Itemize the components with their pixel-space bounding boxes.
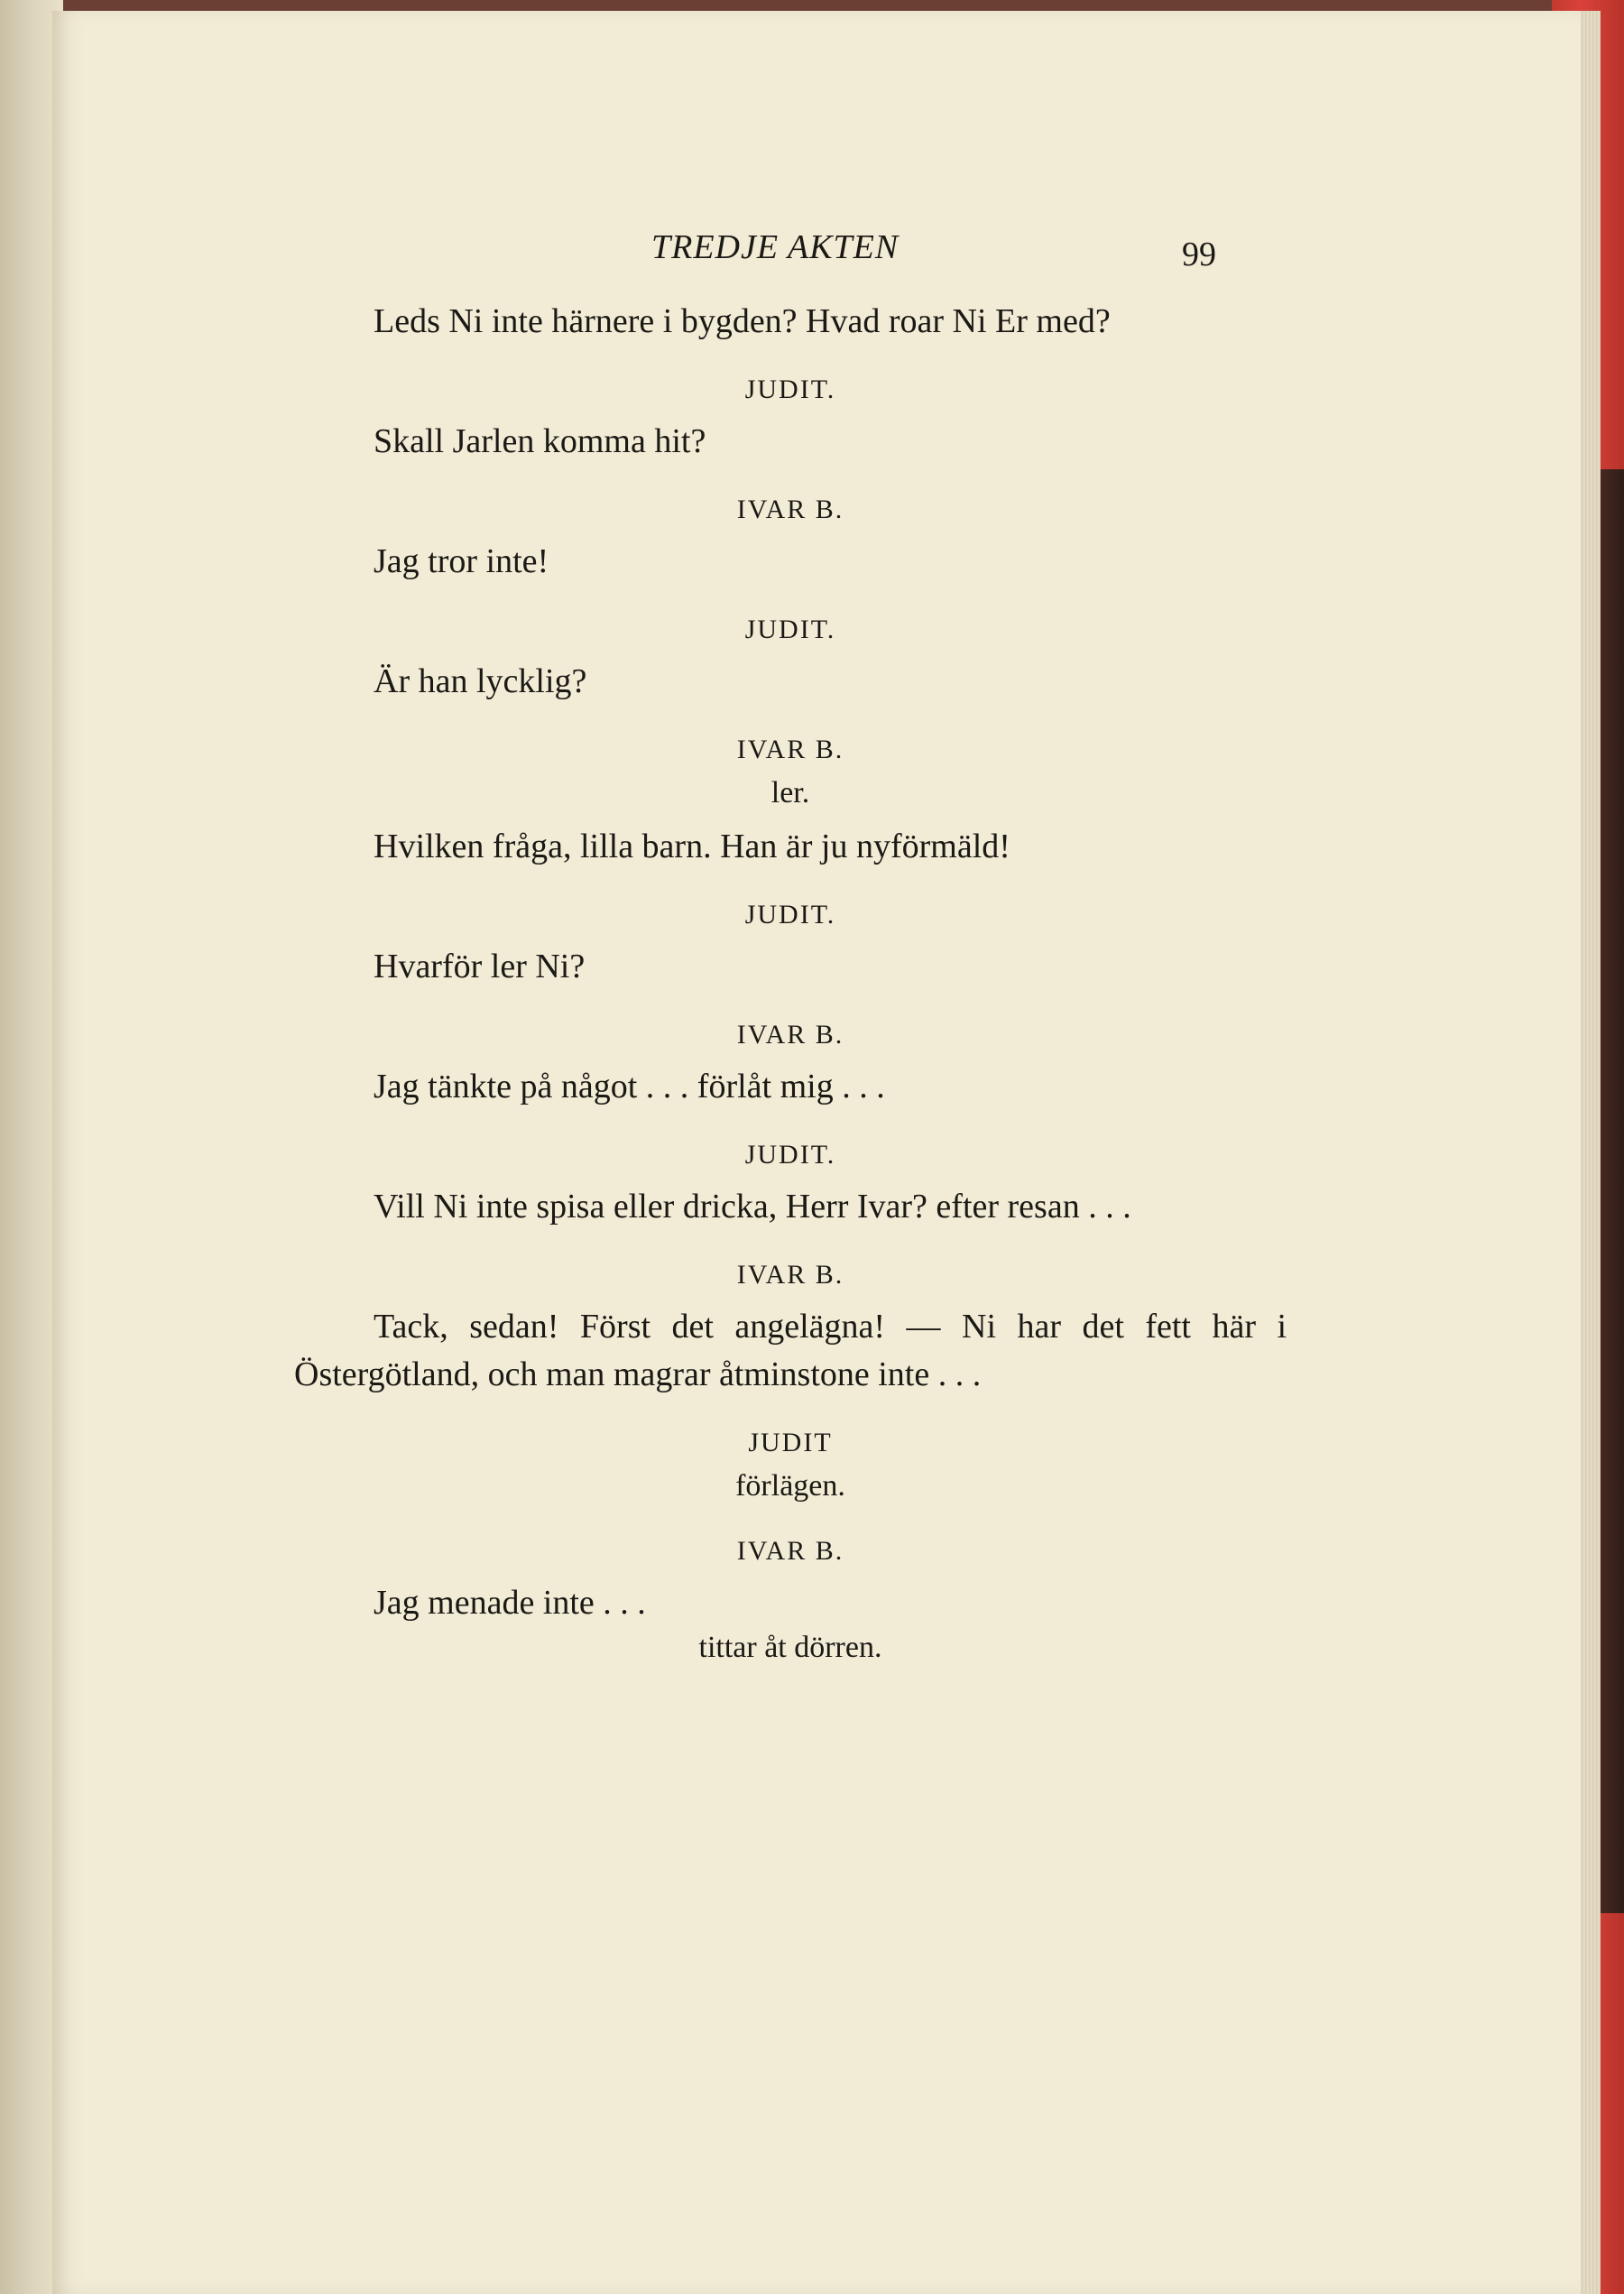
dialogue-line: Jag menade inte . . . bbox=[374, 1584, 646, 1622]
page-number: 99 bbox=[1182, 236, 1216, 273]
play-text bbox=[294, 298, 1287, 1678]
book-page bbox=[52, 11, 1582, 2294]
speaker-name: JUDIT. bbox=[744, 375, 836, 404]
speaker-name: IVAR B. bbox=[736, 1020, 844, 1050]
speaker-name: JUDIT. bbox=[744, 900, 836, 930]
dialogue-line: Hvilken fråga, lilla barn. Han är ju nyförmäld! bbox=[374, 828, 1010, 865]
dialogue-line: Jag tänkte på något . . . förlåt mig . . . bbox=[374, 1068, 885, 1105]
dialogue-line: Vill Ni inte spisa eller dricka, Herr Ivar? efter resan . . . bbox=[374, 1188, 1131, 1226]
speaker-name: IVAR B. bbox=[736, 735, 844, 764]
speaker-name: JUDIT. bbox=[744, 615, 836, 644]
stage-direction: ler. bbox=[770, 776, 810, 809]
dialogue-line: Hvarför ler Ni? bbox=[374, 948, 586, 985]
speaker-name: IVAR B. bbox=[736, 495, 844, 524]
dialogue-line: Tack, sedan! Först det angelägna! — Ni har det fett här i Östergötland, och man magrar åtminstone inte . . . bbox=[294, 1308, 1287, 1393]
dialogue-line: Jag tror inte! bbox=[374, 542, 549, 580]
dialogue-line: Leds Ni inte härnere i bygden? Hvad roar Ni Er med? bbox=[374, 302, 1111, 340]
dialogue-line: Skall Jarlen komma hit? bbox=[374, 422, 706, 460]
dialogue-line: Är han lycklig? bbox=[374, 662, 587, 700]
speaker-name: JUDIT bbox=[748, 1428, 833, 1457]
page-block-edge bbox=[1581, 11, 1601, 2294]
stage-direction: tittar åt dörren. bbox=[698, 1631, 882, 1664]
speaker-name: JUDIT. bbox=[744, 1140, 836, 1170]
speaker-name: IVAR B. bbox=[736, 1260, 844, 1290]
binding-shadow bbox=[1597, 469, 1624, 1913]
running-title: TREDJE AKTEN bbox=[651, 228, 900, 266]
speaker-name: IVAR B. bbox=[736, 1536, 844, 1566]
stage-direction: förlägen. bbox=[735, 1469, 845, 1503]
